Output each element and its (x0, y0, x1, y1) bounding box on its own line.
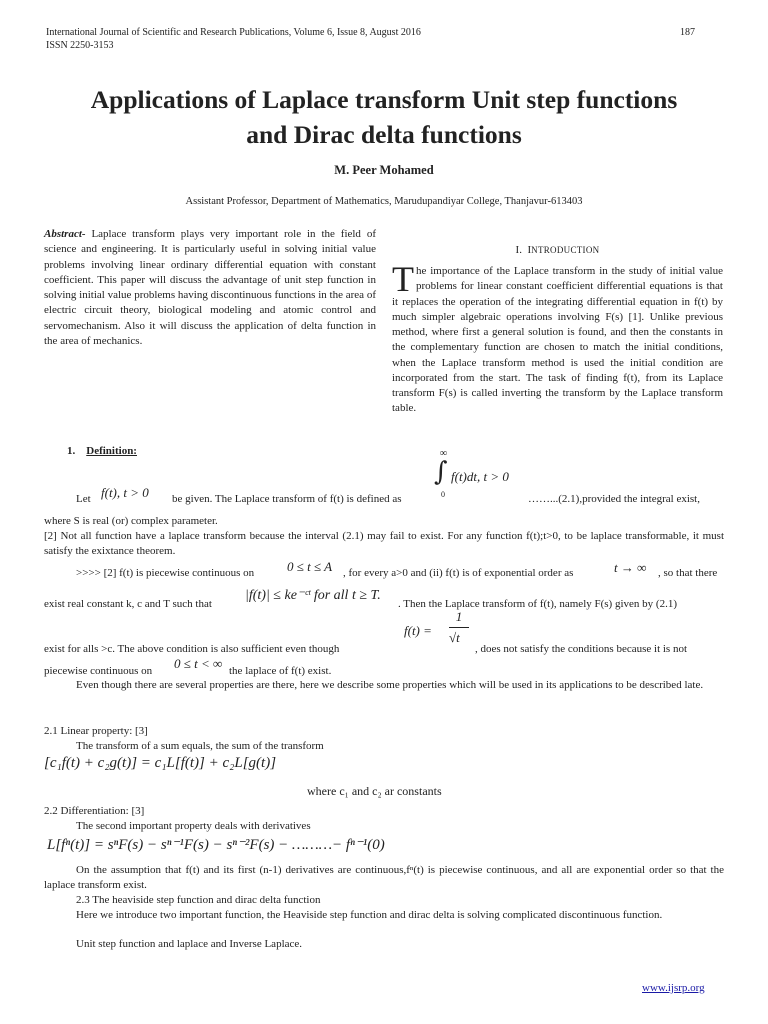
piece-expression: 0 ≤ t < ∞ (174, 656, 223, 671)
given-text: be given. The Laplace transform of f(t) is defined as (172, 493, 402, 505)
integral-lower: 0 (441, 490, 445, 499)
piece-post: the laplace of f(t) exist. (229, 665, 332, 677)
eq-ref: ……...(2.1),provided the integral exist, (528, 493, 700, 505)
linear-text: The transform of a sum equals, the sum of the transform (76, 740, 324, 752)
affiliation: Assistant Professor, Department of Mathematics, Marudupandiyar College, Thanjavur-613403 (185, 196, 583, 207)
diff-assumption: On the assumption that f(t) and its first (n-1) derivatives are continuous,fⁿ(t) is piecewise continuous, and all are exponential order so that the laplace transform exist. (44, 864, 724, 891)
heaviside-heading: 2.3 The heaviside step function and dirac delta function (76, 894, 321, 906)
journal-header: International Journal of Scientific and Research Publications, Volume 6, Issue 8, August 2016 (46, 27, 421, 38)
title-line-2: and Dirac delta functions (246, 120, 522, 149)
definition-number: 1. (67, 445, 76, 457)
intro-title-first: I (527, 244, 532, 256)
cond-post: , so that there (658, 567, 718, 579)
linear-heading: 2.1 Linear property: [3] (44, 725, 148, 737)
intro-body (392, 259, 723, 417)
diff-equation: L[fⁿ(t)] = sⁿF(s) − sⁿ⁻¹F(s) − sⁿ⁻²F(s) − ………− fⁿ⁻¹(0) (47, 837, 385, 853)
let-expression: f(t), t > 0 (101, 485, 149, 500)
exist2-post: , does not satisfy the conditions because it is not (475, 643, 688, 655)
abstract-label: Abstract- (44, 228, 86, 240)
paper-title (0, 82, 768, 152)
frac-numerator: 1 (455, 609, 463, 624)
real-param-line: where S is real (or) complex parameter. (44, 515, 218, 527)
intro-heading (392, 244, 723, 256)
frac-denominator: √t (449, 630, 460, 645)
journal-website-link[interactable]: www.ijsrp.org (642, 982, 705, 994)
let-word: Let (76, 493, 91, 505)
cond-mid: , for every a>0 and (ii) f(t) is of exponential order as (343, 567, 574, 579)
integral-expression: f(t)dt, t > 0 (451, 469, 509, 484)
intro-text: he importance of the Laplace transform in the study of initial value problems for linear constant coefficient differential equations is that it replaces the operation of the integrating differential equation in f(t) by much simpler algebraic operations involving F(s) [1]. Unlike previous method, where first a general solution is found, and then the constants in the complementary function are chosen to match the initial conditions, when the Laplace transform method is used the initial condition are incorporated from the start. The task of finding f(t), from its Laplace transform F(s) is called inverting the transform by the Laplace transform table. (392, 265, 723, 415)
integral-upper: ∞ (440, 448, 448, 459)
exist-expression: |f(t)| ≤ ke⁻ᶜᵗ for all t ≥ T. (245, 588, 381, 603)
intro-number: I. (515, 244, 522, 256)
intro-title (527, 244, 599, 256)
author-name: M. Peer Mohamed (334, 163, 434, 177)
para-even-though: Even though there are several properties are there, here we describe some properties which will be used in its applications to be described late. (76, 679, 704, 691)
cond-expression-1: 0 ≤ t ≤ A (287, 559, 333, 574)
exist-post: . Then the Laplace transform of f(t), namely F(s) given by (2.1) (398, 598, 677, 610)
unit-step-line: Unit step function and laplace and Inverse Laplace. (76, 938, 303, 950)
issn: ISSN 2250-3153 (46, 40, 114, 51)
abstract (44, 227, 376, 349)
frac-lhs: f(t) = (404, 623, 432, 638)
cond-pre: >>>> [2] f(t) is piecewise continuous on (76, 567, 255, 579)
definition-title: Definition: (86, 445, 137, 457)
linear-where: where c₁ and c₂ ar constants (307, 784, 442, 798)
piece-pre: piecewise continuous on (44, 665, 153, 677)
abstract-text: Laplace transform plays very important role in the field of science and engineering. It is particularly useful in solving initial value problems involving linear ordinary differential equation with constant coefficient. This paper will discuss the advantage of unit step function in solving initial value problems having discontinuous functions in the area of electric circuit theory, biological modeling and atomic control and servomechanism. Also it will discuss the application of delta function in the area of mechanics. (44, 228, 376, 347)
title-line-1: Applications of Laplace transform Unit step functions (90, 85, 678, 114)
fraction-bar (449, 627, 469, 628)
para-transformable: [2] Not all function have a laplace transform because the interval (2.1) may fail to exist. For any function f(t);t>0, to be laplace transformable, it must satisfy the exixtance theorem. (44, 530, 724, 557)
integral-sign-icon: ∫ (434, 457, 448, 487)
drop-cap: T (392, 259, 414, 299)
diff-heading: 2.2 Differentiation: [3] (44, 805, 145, 817)
exist2-pre: exist for alls >c. The above condition is also sufficient even though (44, 643, 340, 655)
page-number: 187 (680, 27, 695, 38)
exist-pre: exist real constant k, c and T such that (44, 598, 212, 610)
definition-heading (67, 444, 137, 459)
diff-text: The second important property deals with derivatives (76, 820, 311, 832)
heaviside-text: Here we introduce two important function, the Heaviside step function and dirac delta is solving complicated discontinuous function. (76, 909, 663, 921)
cond-expression-2: t → ∞ (614, 560, 647, 575)
linear-equation: [c₁f(t) + c₂g(t)] = c₁L[f(t)] + c₂L[g(t)] (44, 755, 277, 771)
intro-title-rest: NTRODUCTION (531, 245, 600, 255)
